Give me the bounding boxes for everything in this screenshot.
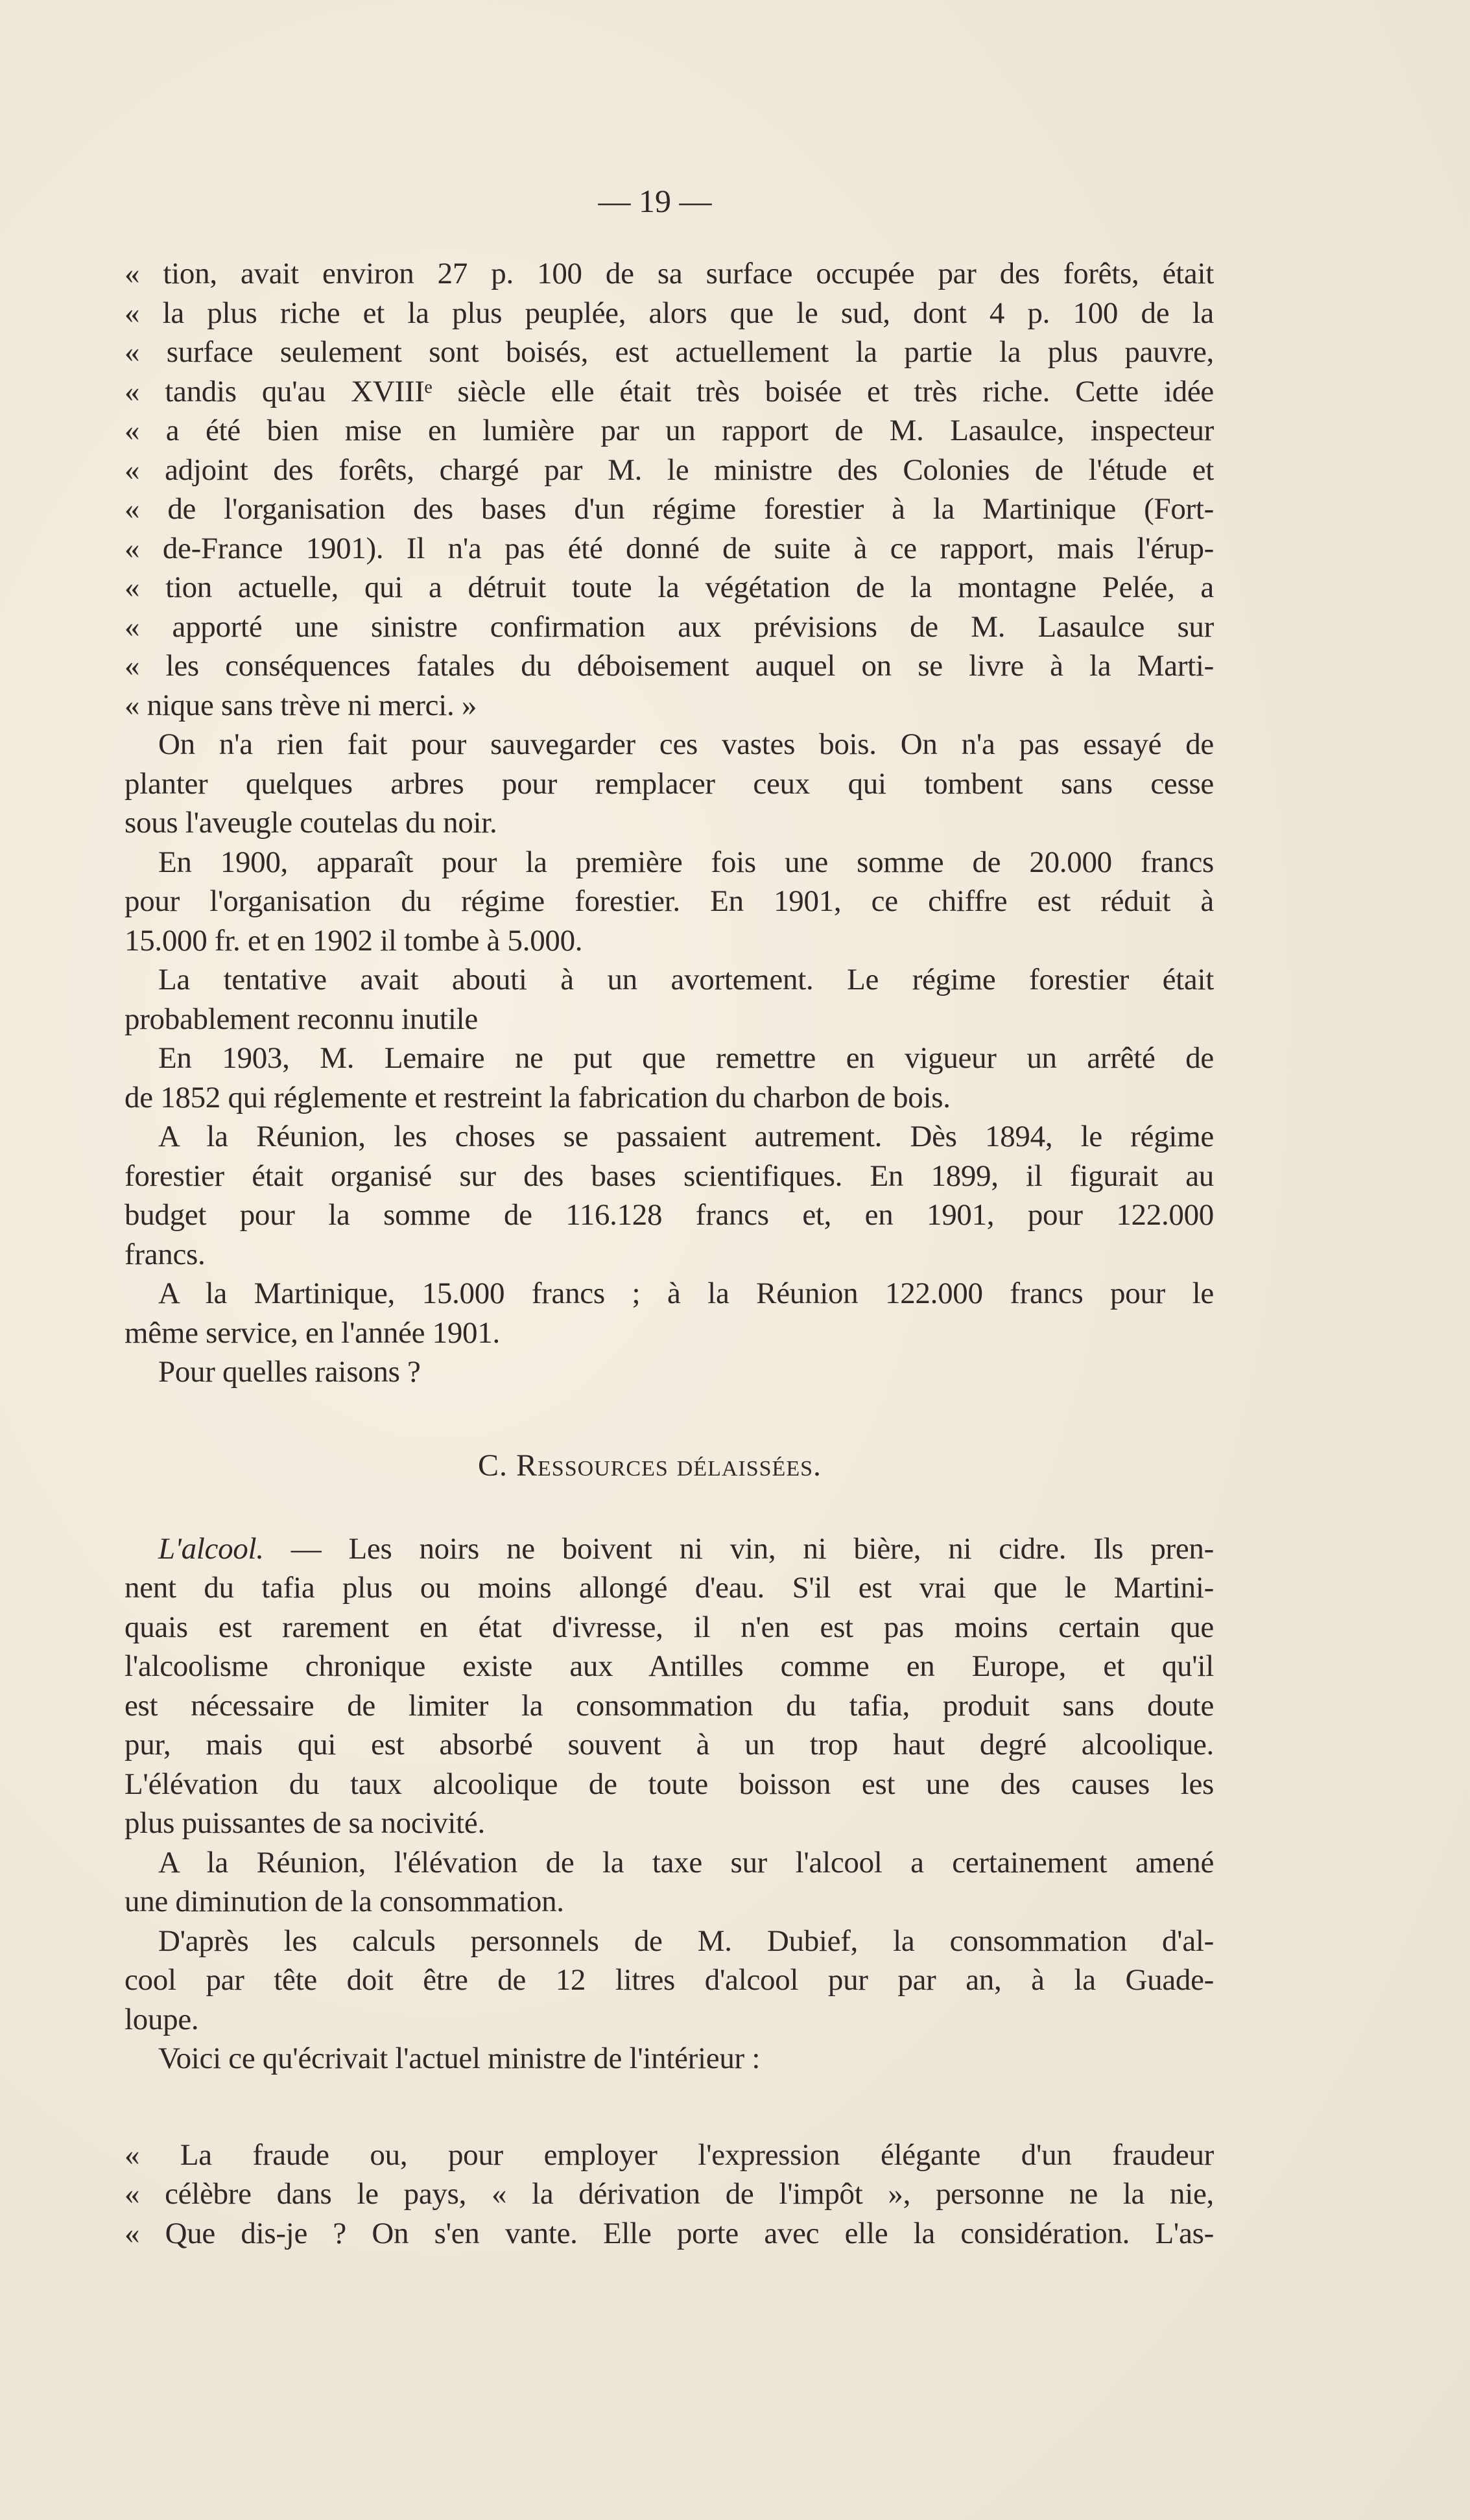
- text-line: « adjoint des forêts, chargé par M. le ministre des Colonies de l'étude et: [124, 453, 1214, 487]
- quotation-block: [124, 2136, 1214, 2254]
- text-line: « surface seulement sont boisés, est actuellement la partie la plus pauvre,: [124, 335, 1214, 369]
- text-line: [124, 1529, 1214, 1569]
- text-line: Voici ce qu'écrivait l'actuel ministre de l'intérieur :: [158, 2042, 761, 2075]
- text-line: une diminution de la consommation.: [124, 1885, 564, 1918]
- text-line: « apporté une sinistre confirmation aux prévisions de M. Lasaulce sur: [124, 609, 1214, 644]
- paragraph: [124, 1922, 1214, 2040]
- text-line: « Que dis-je ? On s'en vante. Elle porte avec elle la considération. L'as-: [124, 2216, 1214, 2250]
- text-line: « La fraude ou, pour employer l'expression élégante d'un fraudeur: [124, 2137, 1214, 2172]
- paragraph-lead-title: L'alcool.: [158, 1531, 264, 1566]
- text-line-content: — Les noirs ne boivent ni vin, ni bière, ni cidre. Ils pren-: [263, 1531, 1214, 1566]
- paragraph: [124, 960, 1214, 1039]
- paragraph: [124, 1352, 1214, 1392]
- text-line: loupe.: [124, 2002, 199, 2036]
- paragraph: [124, 2039, 1214, 2078]
- text-line: budget pour la somme de 116.128 francs et, en 1901, pour 122.000: [124, 1198, 1214, 1232]
- text-line: « nique sans trève ni merci. »: [124, 688, 477, 722]
- section-heading: C. Ressources délaissées.: [478, 1448, 822, 1483]
- text-line: « de-France 1901). Il n'a pas été donné de suite à ce rapport, mais l'érup-: [124, 531, 1214, 565]
- text-line: A la Réunion, l'élévation de la taxe sur l'alcool a certainement amené: [158, 1845, 1214, 1879]
- text-line: L'élévation du taux alcoolique de toute boisson est une des causes les: [124, 1767, 1214, 1801]
- text-column: [124, 254, 1214, 2253]
- paragraph: [124, 1039, 1214, 1117]
- text-line: cool par tête doit être de 12 litres d'alcool pur par an, à la Guade-: [124, 1963, 1214, 1997]
- text-line: francs.: [124, 1237, 206, 1271]
- text-line: « tandis qu'au XVIIIᵉ siècle elle était très boisée et très riche. Cette idée: [124, 374, 1214, 408]
- text-line: nent du tafia plus ou moins allongé d'eau. S'il est vrai que le Martini-: [124, 1571, 1214, 1605]
- paragraph: [124, 1529, 1214, 1843]
- text-line: même service, en l'année 1901.: [124, 1315, 500, 1350]
- text-line: « célèbre dans le pays, « la dérivation de l'impôt », personne ne la nie,: [124, 2177, 1214, 2211]
- paragraph: [124, 1843, 1214, 1922]
- text-line: « a été bien mise en lumière par un rapport de M. Lasaulce, inspecteur: [124, 414, 1214, 447]
- text-line: A la Martinique, 15.000 francs ; à la Réunion 122.000 francs pour le: [158, 1277, 1214, 1310]
- body-text-top: [124, 254, 1214, 1392]
- text-line: En 1903, M. Lemaire ne put que remettre en vigueur un arrêté de: [158, 1041, 1214, 1075]
- quotation-block: [124, 254, 1214, 725]
- text-line: « la plus riche et la plus peuplée, alors que le sud, dont 4 p. 100 de la: [124, 296, 1214, 330]
- text-line: probablement reconnu inutile: [124, 1002, 478, 1036]
- paragraph: [124, 843, 1214, 961]
- text-line: « tion, avait environ 27 p. 100 de sa surface occupée par des forêts, était: [124, 257, 1214, 290]
- text-line: Pour quelles raisons ?: [158, 1355, 421, 1389]
- text-line: planter quelques arbres pour remplacer ceux qui tombent sans cesse: [124, 766, 1214, 801]
- paragraph: [124, 1117, 1214, 1274]
- text-line: « les conséquences fatales du déboisement auquel on se livre à la Marti-: [124, 649, 1214, 683]
- body-text-bottom: [124, 1529, 1214, 2254]
- text-line: sous l'aveugle coutelas du noir.: [124, 806, 497, 840]
- text-line: « de l'organisation des bases d'un régime forestier à la Martinique (Fort-: [124, 492, 1214, 526]
- text-line: 15.000 fr. et en 1902 il tombe à 5.000.: [124, 923, 583, 958]
- text-line: En 1900, apparaît pour la première fois une somme de 20.000 francs: [158, 845, 1214, 879]
- text-line: de 1852 qui réglemente et restreint la fabrication du charbon de bois.: [124, 1080, 951, 1114]
- paragraph: [124, 725, 1214, 843]
- text-line: pur, mais qui est absorbé souvent à un trop haut degré alcoolique.: [124, 1728, 1214, 1761]
- text-line: « tion actuelle, qui a détruit toute la végétation de la montagne Pelée, a: [124, 571, 1214, 604]
- text-line: l'alcoolisme chronique existe aux Antilles comme en Europe, et qu'il: [124, 1649, 1214, 1683]
- text-line: D'après les calculs personnels de M. Dubief, la consommation d'al-: [158, 1924, 1214, 1958]
- text-line: quais est rarement en état d'ivresse, il n'en est pas moins certain que: [124, 1610, 1214, 1644]
- text-line: plus puissantes de sa nocivité.: [124, 1806, 485, 1840]
- text-line: est nécessaire de limiter la consommation du tafia, produit sans doute: [124, 1688, 1214, 1723]
- text-line: pour l'organisation du régime forestier. En 1901, ce chiffre est réduit à: [124, 884, 1214, 918]
- text-line: La tentative avait abouti à un avortement. Le régime forestier était: [158, 963, 1214, 996]
- paragraph: [124, 1274, 1214, 1352]
- page-number: — 19 —: [598, 183, 712, 219]
- text-line: On n'a rien fait pour sauvegarder ces vastes bois. On n'a pas essayé de: [158, 727, 1214, 761]
- text-line: forestier était organisé sur des bases scientifiques. En 1899, il figurait au: [124, 1159, 1214, 1193]
- text-line: A la Réunion, les choses se passaient autrement. Dès 1894, le régime: [158, 1120, 1214, 1153]
